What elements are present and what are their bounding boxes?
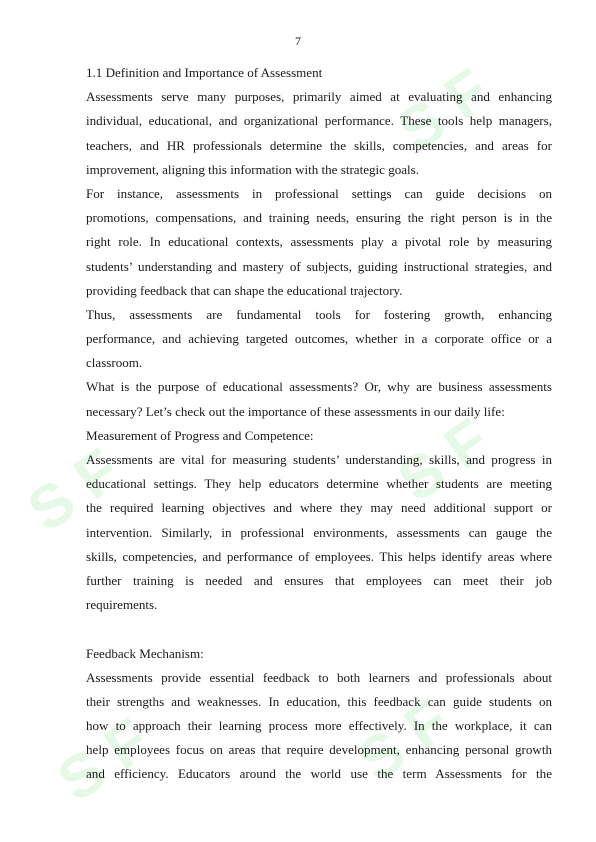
subheading-measurement: Measurement of Progress and Competence: xyxy=(86,427,314,443)
svg-text:S F: S F xyxy=(45,705,161,815)
paragraph-question xyxy=(86,375,552,423)
text-line: For instance, assessments in professional settings can guide decisions on xyxy=(86,185,552,201)
text-line: providing feedback that can shape the educational trajectory. xyxy=(86,282,403,298)
text-line: skills, competencies, and performance of employees. This helps identify areas where xyxy=(86,548,552,564)
paragraph-purposes xyxy=(86,85,552,182)
text-line: help employees focus on areas that require development, enhancing personal growth xyxy=(86,742,552,758)
text-line: requirements. xyxy=(86,597,158,613)
svg-text:S F: S F xyxy=(345,685,461,795)
paragraph-thus xyxy=(86,303,552,376)
paragraph-feedback xyxy=(86,666,552,787)
text-line: their strengths and weaknesses. In education, this feedback can guide students on xyxy=(86,693,552,709)
svg-text:S F: S F xyxy=(385,55,501,165)
text-line: right role. In educational contexts, assessments play a pivotal role by measuring xyxy=(86,234,552,250)
text-line: improvement, aligning this information with the strategic goals. xyxy=(86,161,419,177)
body-text xyxy=(86,61,552,787)
text-line: individual, educational, and organizational performance. These tools help managers, xyxy=(86,113,552,129)
text-line: Assessments provide essential feedback to both learners and professionals about xyxy=(86,669,552,685)
text-line: teachers, and HR professionals determine the skills, competencies, and areas for xyxy=(86,137,552,153)
text-line: Thus, assessments are fundamental tools for fostering growth, enhancing xyxy=(86,306,552,322)
section-heading: 1.1 Definition and Importance of Assessment xyxy=(86,65,323,80)
svg-text:S F: S F xyxy=(15,435,131,545)
text-line: promotions, compensations, and training needs, ensuring the right person is in the xyxy=(86,210,552,226)
text-line: intervention. Similarly, in professional environments, assessments can gauge the xyxy=(86,524,552,540)
spacer xyxy=(86,617,552,641)
text-line: What is the purpose of educational assessments? Or, why are business assessments xyxy=(86,379,552,395)
text-line: classroom. xyxy=(86,355,143,371)
text-line: Assessments serve many purposes, primarily aimed at evaluating and enhancing xyxy=(86,89,552,105)
text-line: how to approach their learning process more effectively. In the workplace, it can xyxy=(86,718,552,734)
text-line: further training is needed and ensures that employees can meet their job xyxy=(86,572,552,588)
text-line: educational settings. They help educators determine whether students are meeting xyxy=(86,476,552,492)
paragraph-measurement xyxy=(86,448,552,617)
text-line: the required learning objectives and where they may need additional support or xyxy=(86,500,552,516)
text-line: students’ understanding and mastery of subjects, guiding instructional strategies, and xyxy=(86,258,552,274)
text-line: necessary? Let’s check out the importance of these assessments in our daily life: xyxy=(86,403,505,419)
text-line: Assessments are vital for measuring students’ understanding, skills, and progress in xyxy=(86,452,552,467)
subheading-feedback: Feedback Mechanism: xyxy=(86,645,204,661)
page-number: 7 xyxy=(295,34,301,48)
paragraph-instance xyxy=(86,182,552,303)
svg-text:S F: S F xyxy=(385,405,501,515)
text-line: and efficiency. Educators around the world use the term Assessments for the xyxy=(86,766,552,782)
text-line: performance, and achieving targeted outcomes, whether in a corporate office or a xyxy=(86,331,552,347)
